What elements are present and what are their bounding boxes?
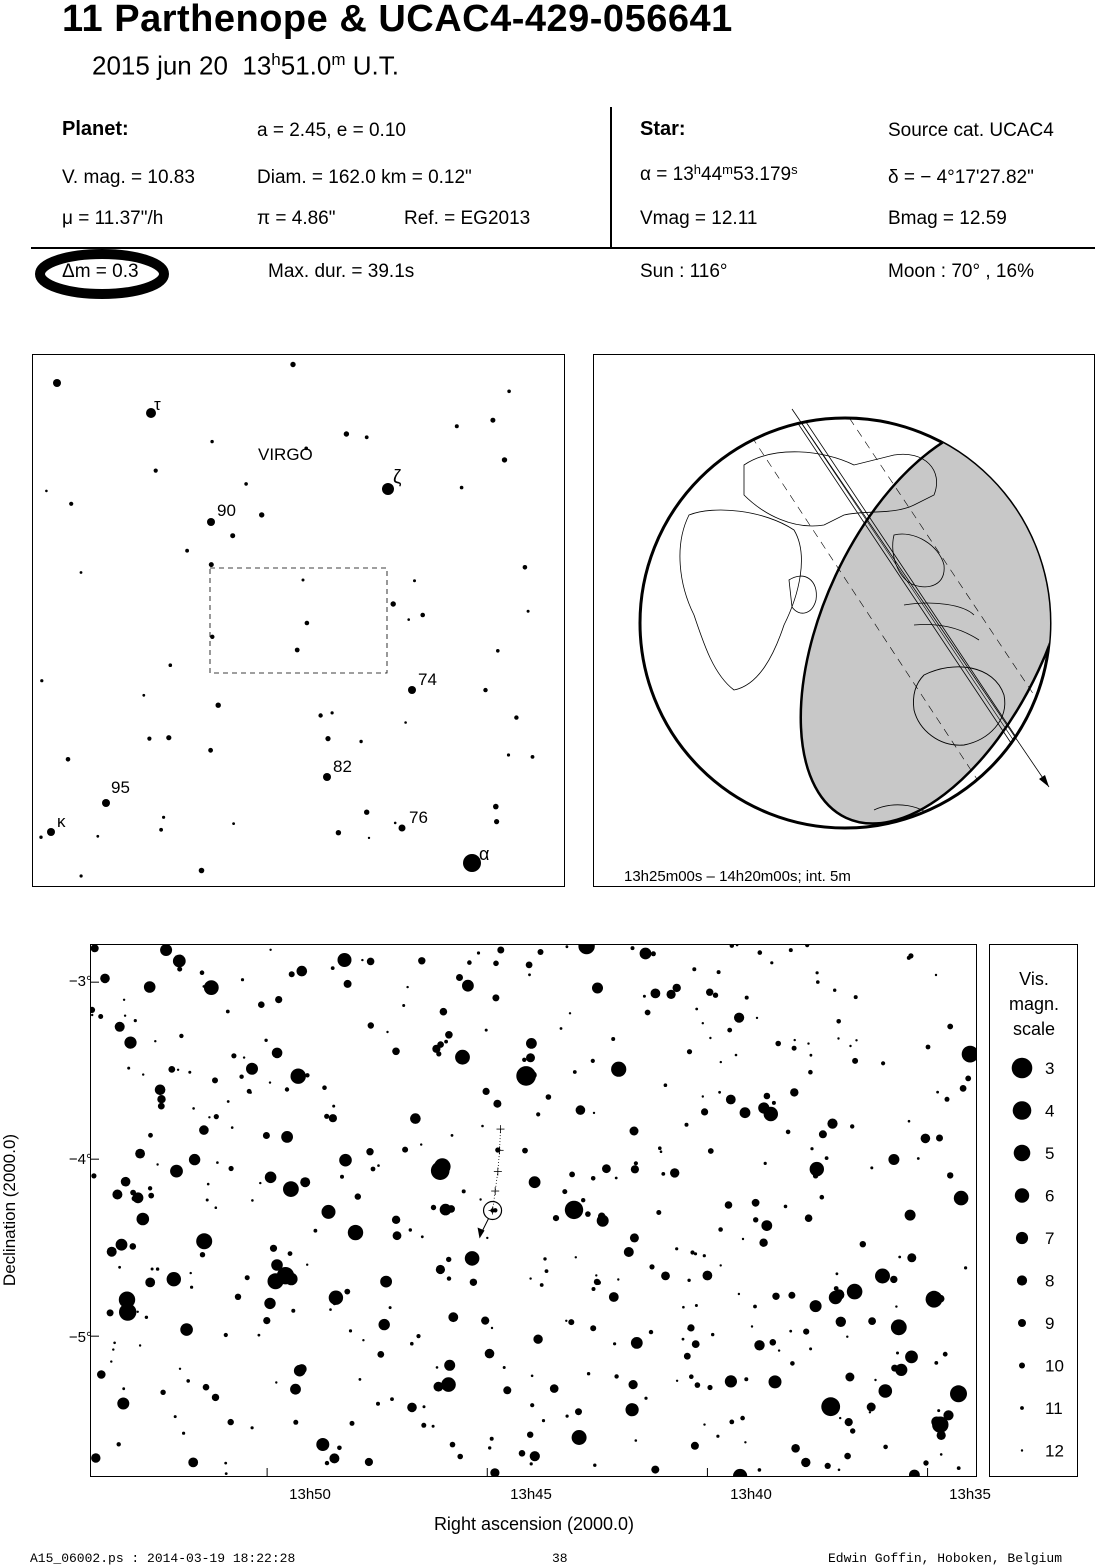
table-rule: [31, 247, 1095, 249]
finder-field-star: [305, 621, 310, 626]
legend-dot: [1013, 1101, 1032, 1120]
x-tick-13h45: 13h45: [510, 1486, 552, 1503]
finder-field-star: [80, 874, 83, 877]
finder-star: [47, 828, 55, 836]
finder-field-star: [199, 868, 205, 874]
finder-field-star: [208, 748, 213, 753]
star-vmag: Vmag = 12.11: [640, 208, 758, 229]
finder-field-star: [460, 486, 464, 490]
finder-star: [399, 825, 406, 832]
visibility-globe-panel: [593, 354, 1095, 887]
finder-field-star: [210, 440, 213, 443]
finder-field-star: [96, 835, 99, 838]
legend-dot: [1017, 1275, 1027, 1285]
finder-field-star: [527, 610, 530, 613]
finder-field-star: [331, 711, 334, 714]
sun-elongation: Sun : 116°: [640, 261, 728, 282]
finder-field-star: [507, 753, 510, 756]
legend-dot: [1016, 1232, 1028, 1244]
finder-field-star: [365, 435, 369, 439]
finder-field-star: [259, 512, 264, 517]
finder-field-star: [490, 418, 495, 423]
legend-mag-label: 5: [1045, 1144, 1055, 1163]
finder-field-star: [336, 830, 341, 835]
x-axis-label: Right ascension (2000.0): [433, 1514, 635, 1534]
star-label-tau: τ: [154, 395, 161, 414]
planet-heading: Planet:: [62, 118, 129, 140]
planet-vmag: V. mag. = 10.83: [62, 167, 195, 188]
star-label-95: 95: [111, 778, 130, 797]
legend-dot: [1012, 1058, 1033, 1079]
x-tick-13h40: 13h40: [730, 1486, 772, 1503]
legend-dot: [1014, 1145, 1031, 1162]
field-of-view-rectangle: [210, 568, 387, 673]
legend-title-line-2: magn.: [1008, 994, 1060, 1014]
planet-orbit: a = 2.45, e = 0.10: [257, 120, 406, 141]
star-declination: δ = − 4°17'27.82": [888, 167, 1034, 188]
finder-field-star: [493, 804, 499, 810]
legend-mag-label: 6: [1045, 1186, 1055, 1206]
finder-field-star: [359, 740, 362, 743]
legend-mag-label: 11: [1045, 1399, 1063, 1418]
event-datetime: [92, 50, 399, 82]
legend-mag-label: 8: [1045, 1271, 1055, 1291]
star-source-catalog: Source cat. UCAC4: [888, 120, 1054, 141]
finder-field-star: [147, 737, 151, 741]
max-duration: Max. dur. = 39.1s: [268, 261, 415, 282]
finder-star: [323, 773, 331, 781]
finder-field-star: [391, 601, 396, 606]
finder-field-star: [364, 810, 369, 815]
finder-field-star: [502, 457, 507, 462]
planet-parallax: π = 4.86": [257, 208, 336, 229]
legend-mag-label: 4: [1045, 1101, 1055, 1121]
legend-mag-label: 12: [1045, 1441, 1064, 1461]
finder-field-star: [318, 713, 322, 717]
finder-field-star: [295, 648, 300, 653]
legend-dot: [1021, 1449, 1023, 1451]
path-direction-arrow: [1039, 775, 1049, 787]
finder-field-star: [40, 679, 43, 682]
legend-mag-label: 10: [1045, 1356, 1064, 1376]
finder-field-star: [455, 424, 459, 428]
y-axis-label: Declination (2000.0): [0, 1133, 19, 1287]
legend-mag-label: 9: [1045, 1314, 1055, 1333]
finder-field-star: [404, 721, 407, 724]
finder-star: [53, 379, 61, 387]
finder-field-star: [154, 469, 158, 473]
finder-field-star: [344, 431, 349, 436]
legend-mag-label: 3: [1045, 1059, 1055, 1078]
y-tick-minus3: −3°: [68, 973, 92, 990]
x-tick-13h50: 13h50: [289, 1486, 331, 1503]
star-label-kappa: κ: [57, 812, 66, 831]
event-time-minutes: 51.0: [280, 50, 332, 81]
finder-star: [408, 686, 416, 694]
planet-reference: Ref. = EG2013: [404, 208, 531, 229]
finder-field-star: [169, 663, 173, 667]
finder-field-star: [216, 703, 221, 708]
event-date: 2015 jun 20: [92, 50, 228, 81]
footer-author: Edwin Goffin, Hoboken, Belgium: [828, 1551, 1063, 1566]
magnitude-legend: [989, 944, 1078, 1477]
finder-field-star: [210, 635, 214, 639]
finder-field-star: [159, 828, 163, 832]
globe-map: [594, 355, 1094, 885]
finder-field-star: [80, 571, 83, 574]
footer-page-number: 38: [552, 1551, 568, 1566]
finder-field-star: [142, 694, 145, 697]
legend-title-line-1: Vis.: [1019, 969, 1049, 989]
footer-filename: A15_06002.ps : 2014-03-19 18:22:28: [30, 1551, 296, 1566]
planet-diameter: Diam. = 162.0 km = 0.12": [257, 167, 472, 188]
legend-dot: [1019, 1363, 1025, 1369]
finder-field-star: [325, 736, 330, 741]
time-range-caption: 13h25m00s – 14h20m00s; int. 5m: [624, 868, 851, 885]
finder-field-star: [302, 579, 305, 582]
hours-unit: h: [271, 50, 281, 69]
table-divider: [610, 107, 612, 247]
finder-field-star: [232, 822, 235, 825]
finder-field-star: [394, 822, 397, 825]
moon-info: Moon : 70° , 16%: [888, 261, 1034, 282]
star-label-74: 74: [418, 670, 437, 689]
legend-dot: [1018, 1319, 1026, 1327]
star-label-alpha: α: [479, 844, 490, 864]
time-system: U.T.: [352, 50, 399, 81]
star-label-zeta: ζ: [393, 467, 402, 488]
finder-field-star: [494, 819, 499, 824]
finder-field-star: [69, 502, 73, 506]
y-tick-minus4: −4°: [68, 1151, 92, 1168]
finder-field-star: [496, 649, 500, 653]
star-label-76: 76: [409, 808, 428, 827]
planet-motion: μ = 11.37"/h: [62, 208, 164, 229]
finder-field-star: [507, 390, 511, 394]
finder-field-star: [531, 755, 535, 759]
chart-axes: [0, 930, 1096, 1550]
star-label-82: 82: [333, 757, 352, 776]
finder-field-star: [244, 482, 248, 486]
finder-field-star: [209, 562, 214, 567]
finder-field-star: [162, 816, 165, 819]
y-tick-minus5: −5°: [68, 1329, 92, 1346]
finder-field-star: [230, 533, 235, 538]
finder-field-star: [413, 579, 416, 582]
legend-mag-label: 7: [1045, 1229, 1055, 1248]
legend-dot: [1015, 1188, 1029, 1202]
finder-chart: [32, 354, 565, 887]
event-time-hours: 13: [242, 50, 272, 81]
star-bmag: Bmag = 12.59: [888, 208, 1007, 229]
finder-field-star: [66, 757, 71, 762]
legend-title-line-3: scale: [1012, 1019, 1056, 1039]
finder-field-star: [420, 613, 425, 618]
star-heading: Star:: [640, 118, 686, 140]
star-label-90: 90: [217, 501, 236, 520]
finder-field-star: [185, 549, 189, 553]
constellation-label: VIRGO: [258, 445, 313, 464]
finder-field-star: [523, 565, 528, 570]
x-tick-13h35: 13h35: [949, 1486, 991, 1503]
legend-dot: [1020, 1406, 1024, 1410]
finder-field-star: [39, 836, 42, 839]
finder-field-star: [368, 837, 370, 839]
finder-field-star: [407, 618, 410, 621]
star-right-ascension: $\alpha = 13^h44^m53.179^s$: [640, 162, 798, 185]
finder-star-field: [33, 355, 563, 885]
minutes-unit: m: [331, 50, 346, 69]
finder-star: [207, 518, 215, 526]
finder-field-star: [483, 688, 487, 692]
finder-field-star: [45, 490, 48, 493]
finder-field-star: [514, 715, 518, 719]
finder-field-star: [166, 735, 171, 740]
magnitude-drop: Δm = 0.3: [62, 261, 139, 282]
page-title: 11 Parthenope & UCAC4-429-056641: [62, 0, 733, 40]
finder-star: [102, 799, 110, 807]
finder-field-star: [290, 362, 295, 367]
